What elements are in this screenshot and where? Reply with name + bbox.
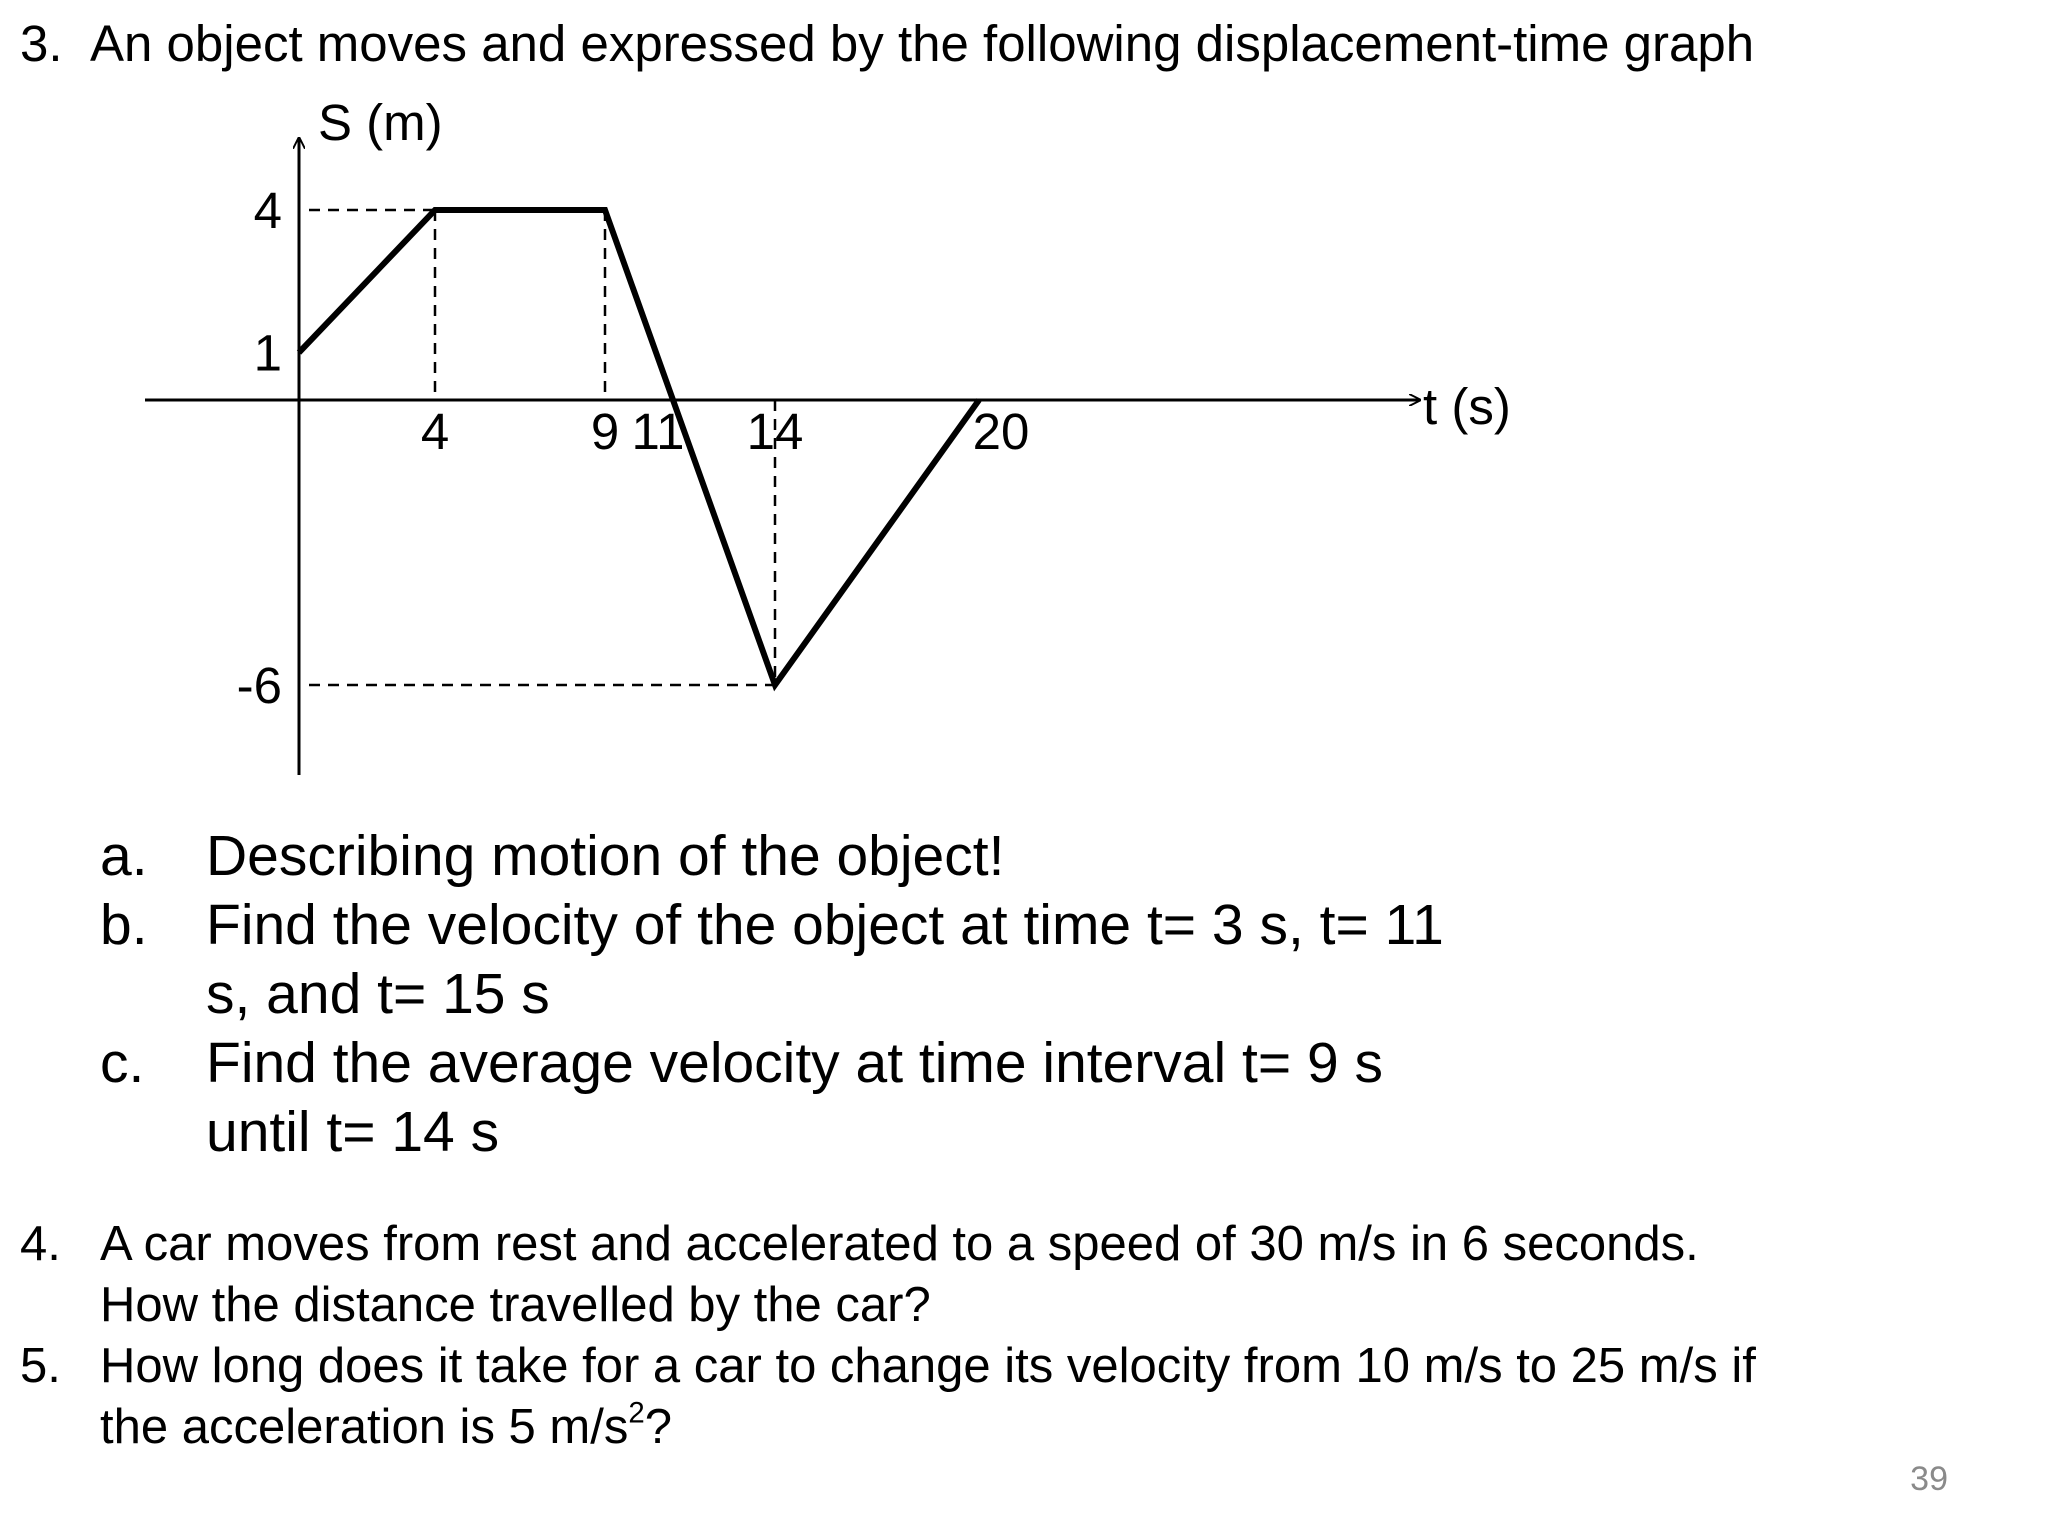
question-3-text: An object moves and expressed by the following displacement-time graph	[90, 15, 1755, 72]
subquestion-b-letter: b.	[100, 893, 148, 957]
y-axis-label: S (m)	[318, 94, 443, 151]
question-mark: ?	[644, 1400, 672, 1454]
y-tick-label-minus-6: -6	[236, 657, 282, 714]
x-tick-label-14: 14	[746, 403, 804, 460]
subquestion-c-letter: c.	[100, 1031, 145, 1095]
subquestion-b-line-2: s, and t= 15 s	[206, 962, 550, 1026]
x-axis-label: t (s)	[1423, 378, 1511, 435]
x-tick-label-9: 9	[590, 403, 620, 460]
page-number: 39	[1910, 1460, 1948, 1498]
question-4-number: 4.	[20, 1217, 61, 1271]
x-tick-label-11: 11	[631, 403, 685, 460]
x-tick-label-20: 20	[972, 403, 1030, 460]
y-tick-label-1: 1	[253, 324, 282, 382]
question-4-line-1: A car moves from rest and accelerated to a speed of 30 m/s in 6 seconds.	[100, 1217, 1699, 1271]
subquestion-c-line-2: until t= 14 s	[206, 1100, 500, 1164]
subquestion-c-line-1: Find the average velocity at time interval t= 9 s	[206, 1031, 1383, 1095]
y-tick-label-4: 4	[253, 182, 282, 239]
question-5-line-2-text: the acceleration is 5 m/s	[100, 1400, 629, 1454]
question-3-number: 3.	[20, 15, 63, 72]
question-5-number: 5.	[20, 1339, 61, 1393]
squared-superscript: 2	[628, 1396, 645, 1430]
question-4-line-2: How the distance travelled by the car?	[100, 1278, 931, 1332]
question-5-line-1: How long does it take for a car to change its velocity from 10 m/s to 25 m/s if	[100, 1339, 1756, 1393]
question-5-line-2	[100, 1397, 672, 1458]
subquestion-a-text: Describing motion of the object!	[206, 824, 1005, 888]
subquestion-b-line-1: Find the velocity of the object at time t= 3 s, t= 11	[206, 893, 1444, 957]
subquestion-a-letter: a.	[100, 824, 148, 888]
x-tick-label-4: 4	[420, 403, 450, 460]
